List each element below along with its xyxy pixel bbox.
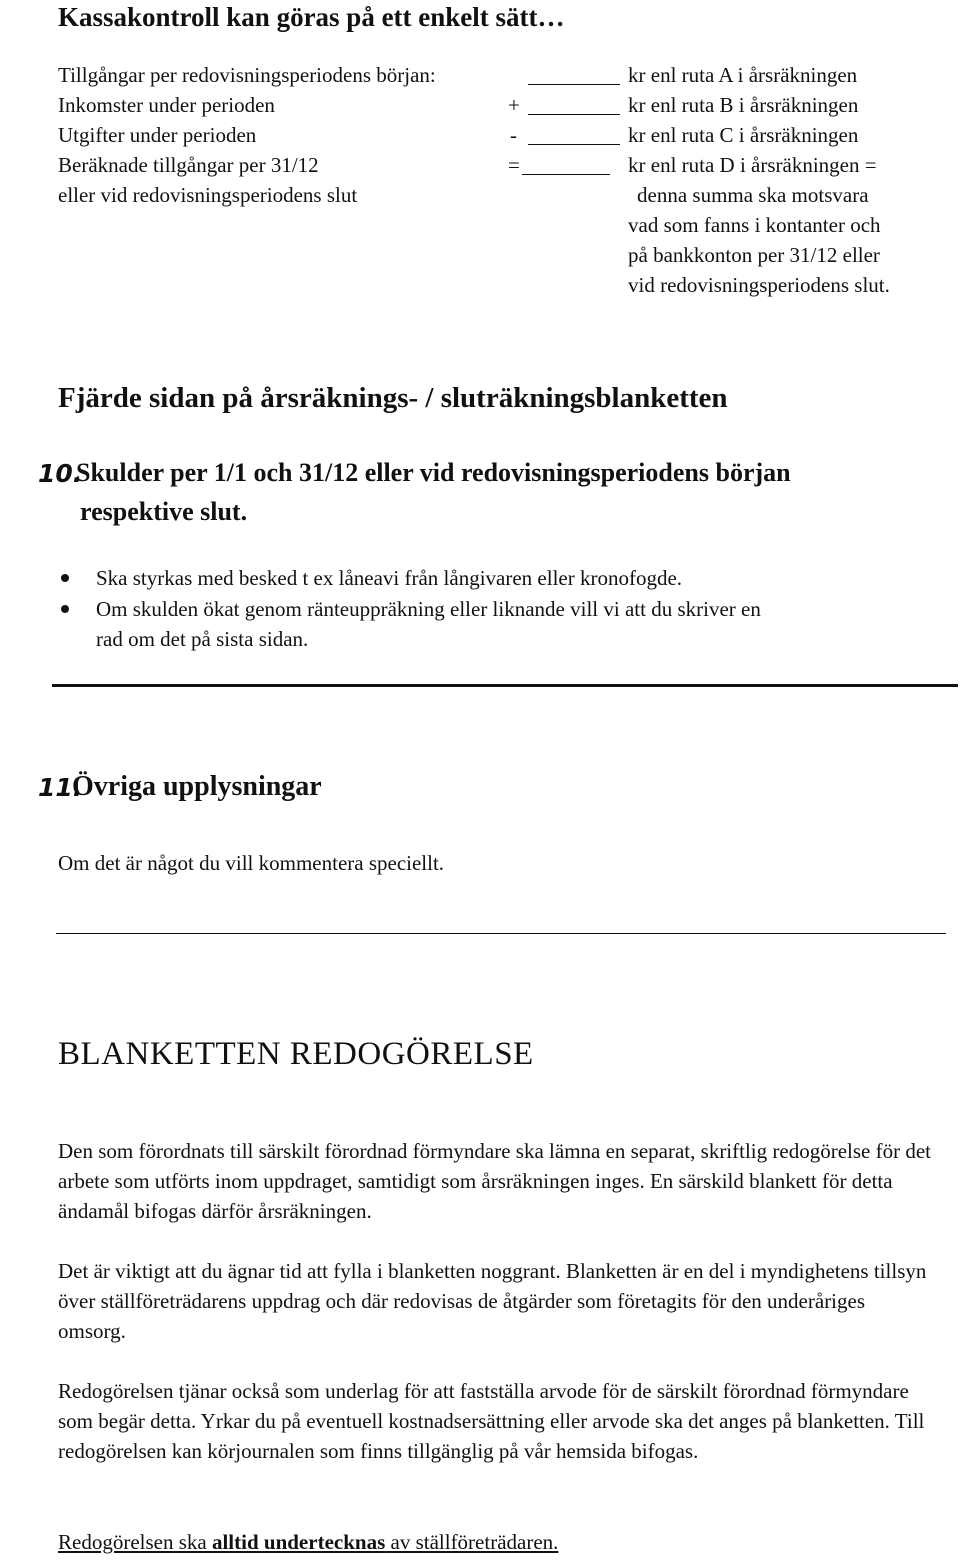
p4-bold: alltid undertecknas: [211, 1530, 386, 1554]
kassa-ref-1: kr enl ruta A i årsräkningen: [628, 63, 858, 87]
bullet-icon: [61, 605, 69, 613]
section-11-number: 11.: [38, 773, 83, 802]
kassa-note-1: vad som fanns i kontanter och: [628, 213, 881, 237]
fjarde-heading: Fjärde sidan på årsräknings- / sluträkningsblanketten: [58, 382, 728, 414]
kassa-op-3: -: [510, 123, 517, 147]
section-10-title-line2: respektive slut.: [80, 497, 248, 526]
kassa-ref-5: denna summa ska motsvara: [637, 183, 869, 207]
section-10-title-line1: Skulder per 1/1 och 31/12 eller vid redovisningsperiodens början: [76, 458, 791, 487]
blank-field-d[interactable]: [522, 156, 610, 175]
blank-field-b[interactable]: [528, 96, 620, 115]
answer-line-10[interactable]: [52, 684, 958, 687]
kassa-label-5: eller vid redovisningsperiodens slut: [58, 183, 358, 207]
kassa-ref-3: kr enl ruta C i årsräkningen: [628, 123, 859, 147]
redogorelse-paragraph-1: Den som förordnats till särskilt förordnad förmyndare ska lämna en separat, skriftlig redogörelse för det arbete som utförts inom uppdraget, samtidigt som årsräkningen inges. En särskild blankett för detta ändamål bifogas därför årsräkningen.: [58, 1139, 931, 1223]
redogorelse-paragraph-3: Redogörelsen tjänar också som underlag för att fastställa arvode för de särskilt förordnad förmyndare som begär detta. Yrkar du på eventuell kostnadsersättning eller arvode ska det anges på blanketten. Till redogörelsen kan körjournalen som finns tillgänglig på vår hemsida bifogas.: [58, 1379, 925, 1463]
blank-field-c[interactable]: [528, 126, 620, 145]
section-10-bullet-2-cont: rad om det på sista sidan.: [96, 627, 309, 651]
section-11-title: Övriga upplysningar: [72, 771, 322, 802]
kassa-label-3: Utgifter under perioden: [58, 123, 257, 147]
kassa-op-2: +: [508, 93, 520, 117]
section-10-bullet-1: Ska styrkas med besked t ex låneavi från långivaren eller kronofogde.: [96, 566, 683, 590]
kassa-op-4: =: [508, 153, 520, 177]
kassa-note-2: på bankkonton per 31/12 eller: [628, 243, 880, 267]
p4-post: av ställföreträdaren.: [385, 1530, 559, 1554]
kassa-heading: Kassakontroll kan göras på ett enkelt sätt…: [58, 2, 565, 32]
bullet-icon: [61, 574, 69, 582]
redogorelse-paragraph-2: Det är viktigt att du ägnar tid att fylla i blanketten noggrant. Blanketten är en del i myndighetens tillsyn över ställföreträdarens uppdrag och där redovisas de åtgärder som företagits för den underåriges omsorg.: [58, 1259, 927, 1343]
kassa-ref-4: kr enl ruta D i årsräkningen =: [628, 153, 877, 177]
section-11-text: Om det är något du vill kommentera speciellt.: [58, 851, 445, 875]
redogorelse-paragraph-4: [58, 1527, 938, 1557]
p4-pre: Redogörelsen ska: [58, 1530, 212, 1554]
kassa-label-4: Beräknade tillgångar per 31/12: [58, 153, 319, 177]
blank-field-a[interactable]: [528, 66, 620, 85]
section-10-bullet-2: Om skulden ökat genom ränteuppräkning eller liknande vill vi att du skriver en: [96, 597, 761, 621]
kassa-label-1: Tillgångar per redovisningsperiodens början:: [58, 63, 436, 87]
kassa-label-2: Inkomster under perioden: [58, 93, 275, 117]
answer-line-11[interactable]: [56, 933, 946, 934]
kassa-ref-2: kr enl ruta B i årsräkningen: [628, 93, 859, 117]
kassa-note-3: vid redovisningsperiodens slut.: [628, 273, 890, 297]
section-10-number: 10.: [38, 459, 83, 488]
redogorelse-heading: BLANKETTEN REDOGÖRELSE: [58, 1036, 534, 1072]
